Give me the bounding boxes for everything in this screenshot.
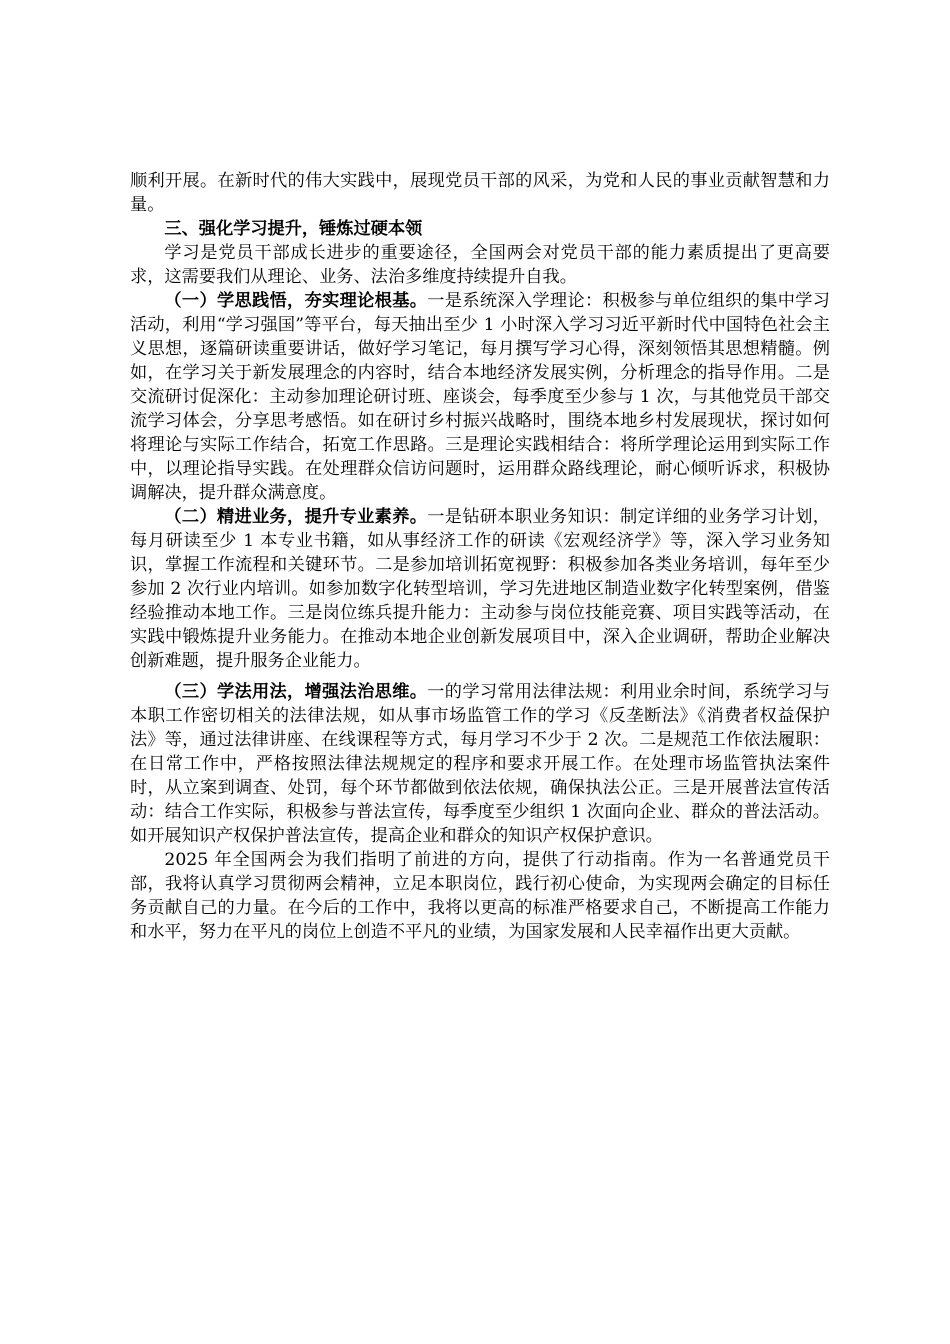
subsection-2-lead: （二）精进业务，提升专业素养。 <box>164 507 428 527</box>
subsection-3-body: 一的学习常用法律法规：利用业余时间，系统学习与本职工作密切相关的法律法规，如从事市场监管工作的学习《反垄断法》《消费者权益保护法》等，通过法律讲座、在线课程等方式，每月学习不少于 2 次。二是规范工作依法履职：在日常工作中，严格按照法律法规规定的程序和要求开展工作。在处理市场监管执法案件时，从立案到调查、处罚，每个环节都做到依法依规，确保执法公正。三是开展普法宣传活动：结合工作实际，积极参与普法宣传，每季度至少组织 1 次面向企业、群众的普法活动。如开展知识产权保护普法宣传，提高企业和群众的知识产权保护意识。 <box>130 682 830 846</box>
continuation-paragraph: 顺利开展。在新时代的伟大实践中，展现党员干部的风采，为党和人民的事业贡献智慧和力量。 <box>130 171 830 215</box>
subsection-3-lead: （三）学法用法，增强法治思维。 <box>164 682 428 702</box>
subsection-3-paragraph <box>130 680 830 848</box>
document-page <box>130 169 830 944</box>
section-intro-paragraph: 学习是党员干部成长进步的重要途径，全国两会对党员干部的能力素质提出了更高要求，这需要我们从理论、业务、法治多维度持续提升自我。 <box>130 243 830 287</box>
subsection-1-body: 一是系统深入学理论：积极参与单位组织的集中学习活动，利用“学习强国”等平台，每天抽出至少 1 小时深入学习习近平新时代中国特色社会主义思想，逐篇研读重要讲话，做好学习笔记，每月撰写学习心得，深刻领悟其思想精髓。例如，在学习关于新发展理念的内容时，结合本地经济发展实例，分析理念的指导作用。二是交流研讨促深化：主动参加理论研讨班、座谈会，每季度至少参与 1 次，与其他党员干部交流学习体会，分享思考感悟。如在研讨乡村振兴战略时，围绕本地乡村发展现状，探讨如何将理论与实际工作结合，拓宽工作思路。三是理论实践相结合：将所学理论运用到实际工作中，以理论指导实践。在处理群众信访问题时，运用群众路线理论，耐心倾听诉求，积极协调解决，提升群众满意度。 <box>130 291 830 503</box>
section-heading: 三、强化学习提升，锤炼过硬本领 <box>164 219 423 239</box>
subsection-1-paragraph <box>130 289 830 505</box>
subsection-1-lead: （一）学思践悟，夯实理论根基。 <box>164 291 428 311</box>
subsection-2-paragraph <box>130 505 830 673</box>
subsection-2-body: 一是钻研本职业务知识：制定详细的业务学习计划，每月研读至少 1 本专业书籍，如从事经济工作的研读《宏观经济学》等，深入学习业务知识，掌握工作流程和关键环节。二是参加培训拓宽视野：积极参加各类业务培训，每年至少参加 2 次行业内培训。如参加数字化转型培训，学习先进地区制造业数字化转型案例，借鉴经验推动本地工作。三是岗位练兵提升能力：主动参与岗位技能竞赛、项目实践等活动，在实践中锻炼提升业务能力。在推动本地企业创新发展项目中，深入企业调研，帮助企业解决创新难题，提升服务企业能力。 <box>130 507 830 671</box>
closing-paragraph: 2025 年全国两会为我们指明了前进的方向，提供了行动指南。作为一名普通党员干部，我将认真学习贯彻两会精神，立足本职岗位，践行初心使命，为实现两会确定的目标任务贡献自己的力量。在今后的工作中，我将以更高的标准严格要求自己，不断提高工作能力和水平，努力在平凡的岗位上创造不平凡的业绩，为国家发展和人民幸福作出更大贡献。 <box>130 850 830 942</box>
